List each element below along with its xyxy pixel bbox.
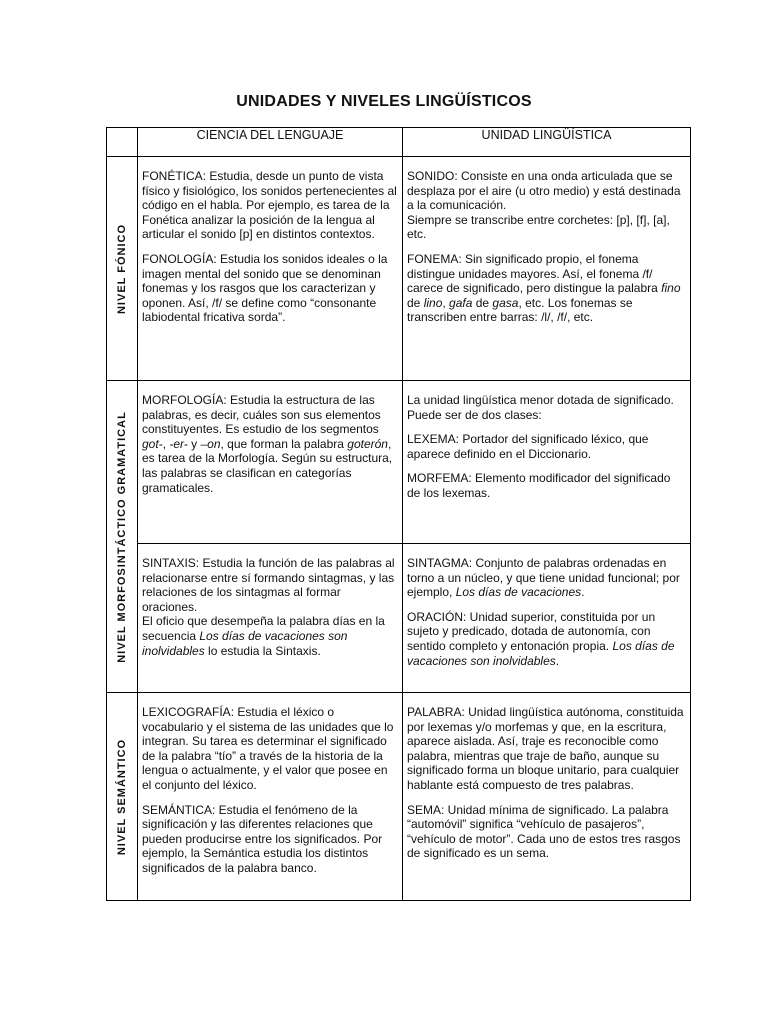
linguistic-units-table xyxy=(106,127,691,901)
row-morfologia xyxy=(107,381,691,544)
ciencia-cell-morfologia xyxy=(138,381,403,544)
unidad-cell-morfologia xyxy=(403,381,691,544)
morfologia-text: MORFOLOGÍA: Estudia la estructura de las palabras, es decir, cuáles son sus elementos constituyentes. Es estudio de los segmentos got-, -er- y –on, que forman la palabra goterón, es tarea de la Morfología. Según su estructura, las palabras se clasifican en categorías gramaticales. xyxy=(142,393,393,495)
level-cell-semantico xyxy=(107,693,138,901)
fonetica-text: FONÉTICA: Estudia, desde un punto de vista físico y fisiológico, los sonidos pertenecientes al código en el habla. Por ejemplo, es tarea de la Fonética analizar la posición de la lengua al articular el sonido [p] en distintos contextos. xyxy=(142,169,397,242)
row-nivel-semantico xyxy=(107,693,691,901)
semantica-text: SEMÁNTICA: Estudia el fenómeno de la significación y las diferentes relaciones que pueden producirse entre los significados. Por ejemplo, la Semántica estudia los distintos significados de la palabra banco. xyxy=(142,802,383,875)
level-cell-fonico xyxy=(107,157,138,381)
unidad-cell-semantico xyxy=(403,693,691,901)
level-label-morfo: NIVEL MORFOSINTÁCTICO GRAMATICAL xyxy=(116,410,128,663)
sonido-text: SONIDO: Consiste en una onda articulada que se desplaza por el aire (u otro medio) y está destinada a la comunicación. xyxy=(407,169,681,213)
document-title: UNIDADES Y NIVELES LINGÜÍSTICOS xyxy=(236,93,532,110)
oracion-text: ORACIÓN: Unidad superior, constituida por un sujeto y predicado, dotada de autonomía, con sentido completo y entonación propia. Los días de vacaciones son inolvidables. xyxy=(407,609,675,668)
palabra-text: PALABRA: Unidad lingüística autónoma, constituida por lexemas y/o morfemas y que, en la escritura, aparece aislada. Así, traje es reconocible como palabra, mientras que traje de baño, aunque su significado forma un bloque unitario, para cualquier hablante está compuesto de tres palabras. xyxy=(407,705,684,792)
sintagma-text: SINTAGMA: Conjunto de palabras ordenadas en torno a un núcleo, y que tiene unidad funcional; por ejemplo, Los días de vacaciones. xyxy=(407,556,680,600)
level-label-semantico: NIVEL SEMÁNTICO xyxy=(116,738,128,855)
ciencia-cell-semantico xyxy=(138,693,403,901)
ciencia-cell-fonico xyxy=(138,157,403,381)
sintaxis-example-text: El oficio que desempeña la palabra días en la secuencia Los días de vacaciones son inolvidables lo estudia la Sintaxis. xyxy=(142,614,385,658)
header-ciencia: CIENCIA DEL LENGUAJE xyxy=(138,128,403,157)
unidad-cell-sintaxis xyxy=(403,544,691,693)
header-empty-cell xyxy=(107,128,138,157)
fonologia-text: FONOLOGÍA: Estudia los sonidos ideales o la imagen mental del sonido que se denominan fonemas y los rasgos que los caracterizan y oponen. Así, /f/ se define como “consonante labiodental fricativa sorda”. xyxy=(142,251,388,325)
level-cell-morfo xyxy=(107,381,138,693)
sonido-transcription-text: Siempre se transcribe entre corchetes: [p], [f], [a], etc. xyxy=(407,212,670,242)
ciencia-cell-sintaxis xyxy=(138,544,403,693)
dos-clases-text: Puede ser de dos clases: xyxy=(407,407,542,422)
lexema-text: LEXEMA: Portador del significado léxico, que aparece definido en el Diccionario. xyxy=(407,432,649,461)
header-unidad: UNIDAD LINGÜÍSTICA xyxy=(403,128,691,157)
unidad-menor-text: La unidad lingüística menor dotada de significado. xyxy=(407,393,674,407)
row-sintaxis xyxy=(107,544,691,693)
morfema-text: MORFEMA: Elemento modificador del significado de los lexemas. xyxy=(407,471,671,500)
table-header-row xyxy=(107,128,691,157)
level-label-fonico: NIVEL FÓNICO xyxy=(116,223,128,314)
row-nivel-fonico xyxy=(107,157,691,381)
sintaxis-text: SINTAXIS: Estudia la función de las palabras al relacionarse entre sí formando sintagmas, y las relaciones de los sintagmas al formar oraciones. xyxy=(142,556,395,614)
unidad-cell-fonico xyxy=(403,157,691,381)
sema-text: SEMA: Unidad mínima de significado. La palabra “automóvil” significa “vehículo de pasajeros”, “vehículo de motor”. Cada uno de estos tres rasgos de significado es un sema. xyxy=(407,802,681,861)
fonema-text: FONEMA: Sin significado propio, el fonema distingue unidades mayores. Así, el fonema /f/ carece de significado, pero distingue la palabra fino de lino, gafa de gasa, etc. Los fonemas se transcriben entre barras: /l/, /f/, etc. xyxy=(407,251,681,325)
lexicografia-text: LEXICOGRAFÍA: Estudia el léxico o vocabulario y el sistema de las unidades que lo integran. Su tarea es determinar el significado de la palabra “tío” a través de la historia de la lengua o actualmente, y el valor que posee en el conjunto del léxico. xyxy=(142,705,394,792)
